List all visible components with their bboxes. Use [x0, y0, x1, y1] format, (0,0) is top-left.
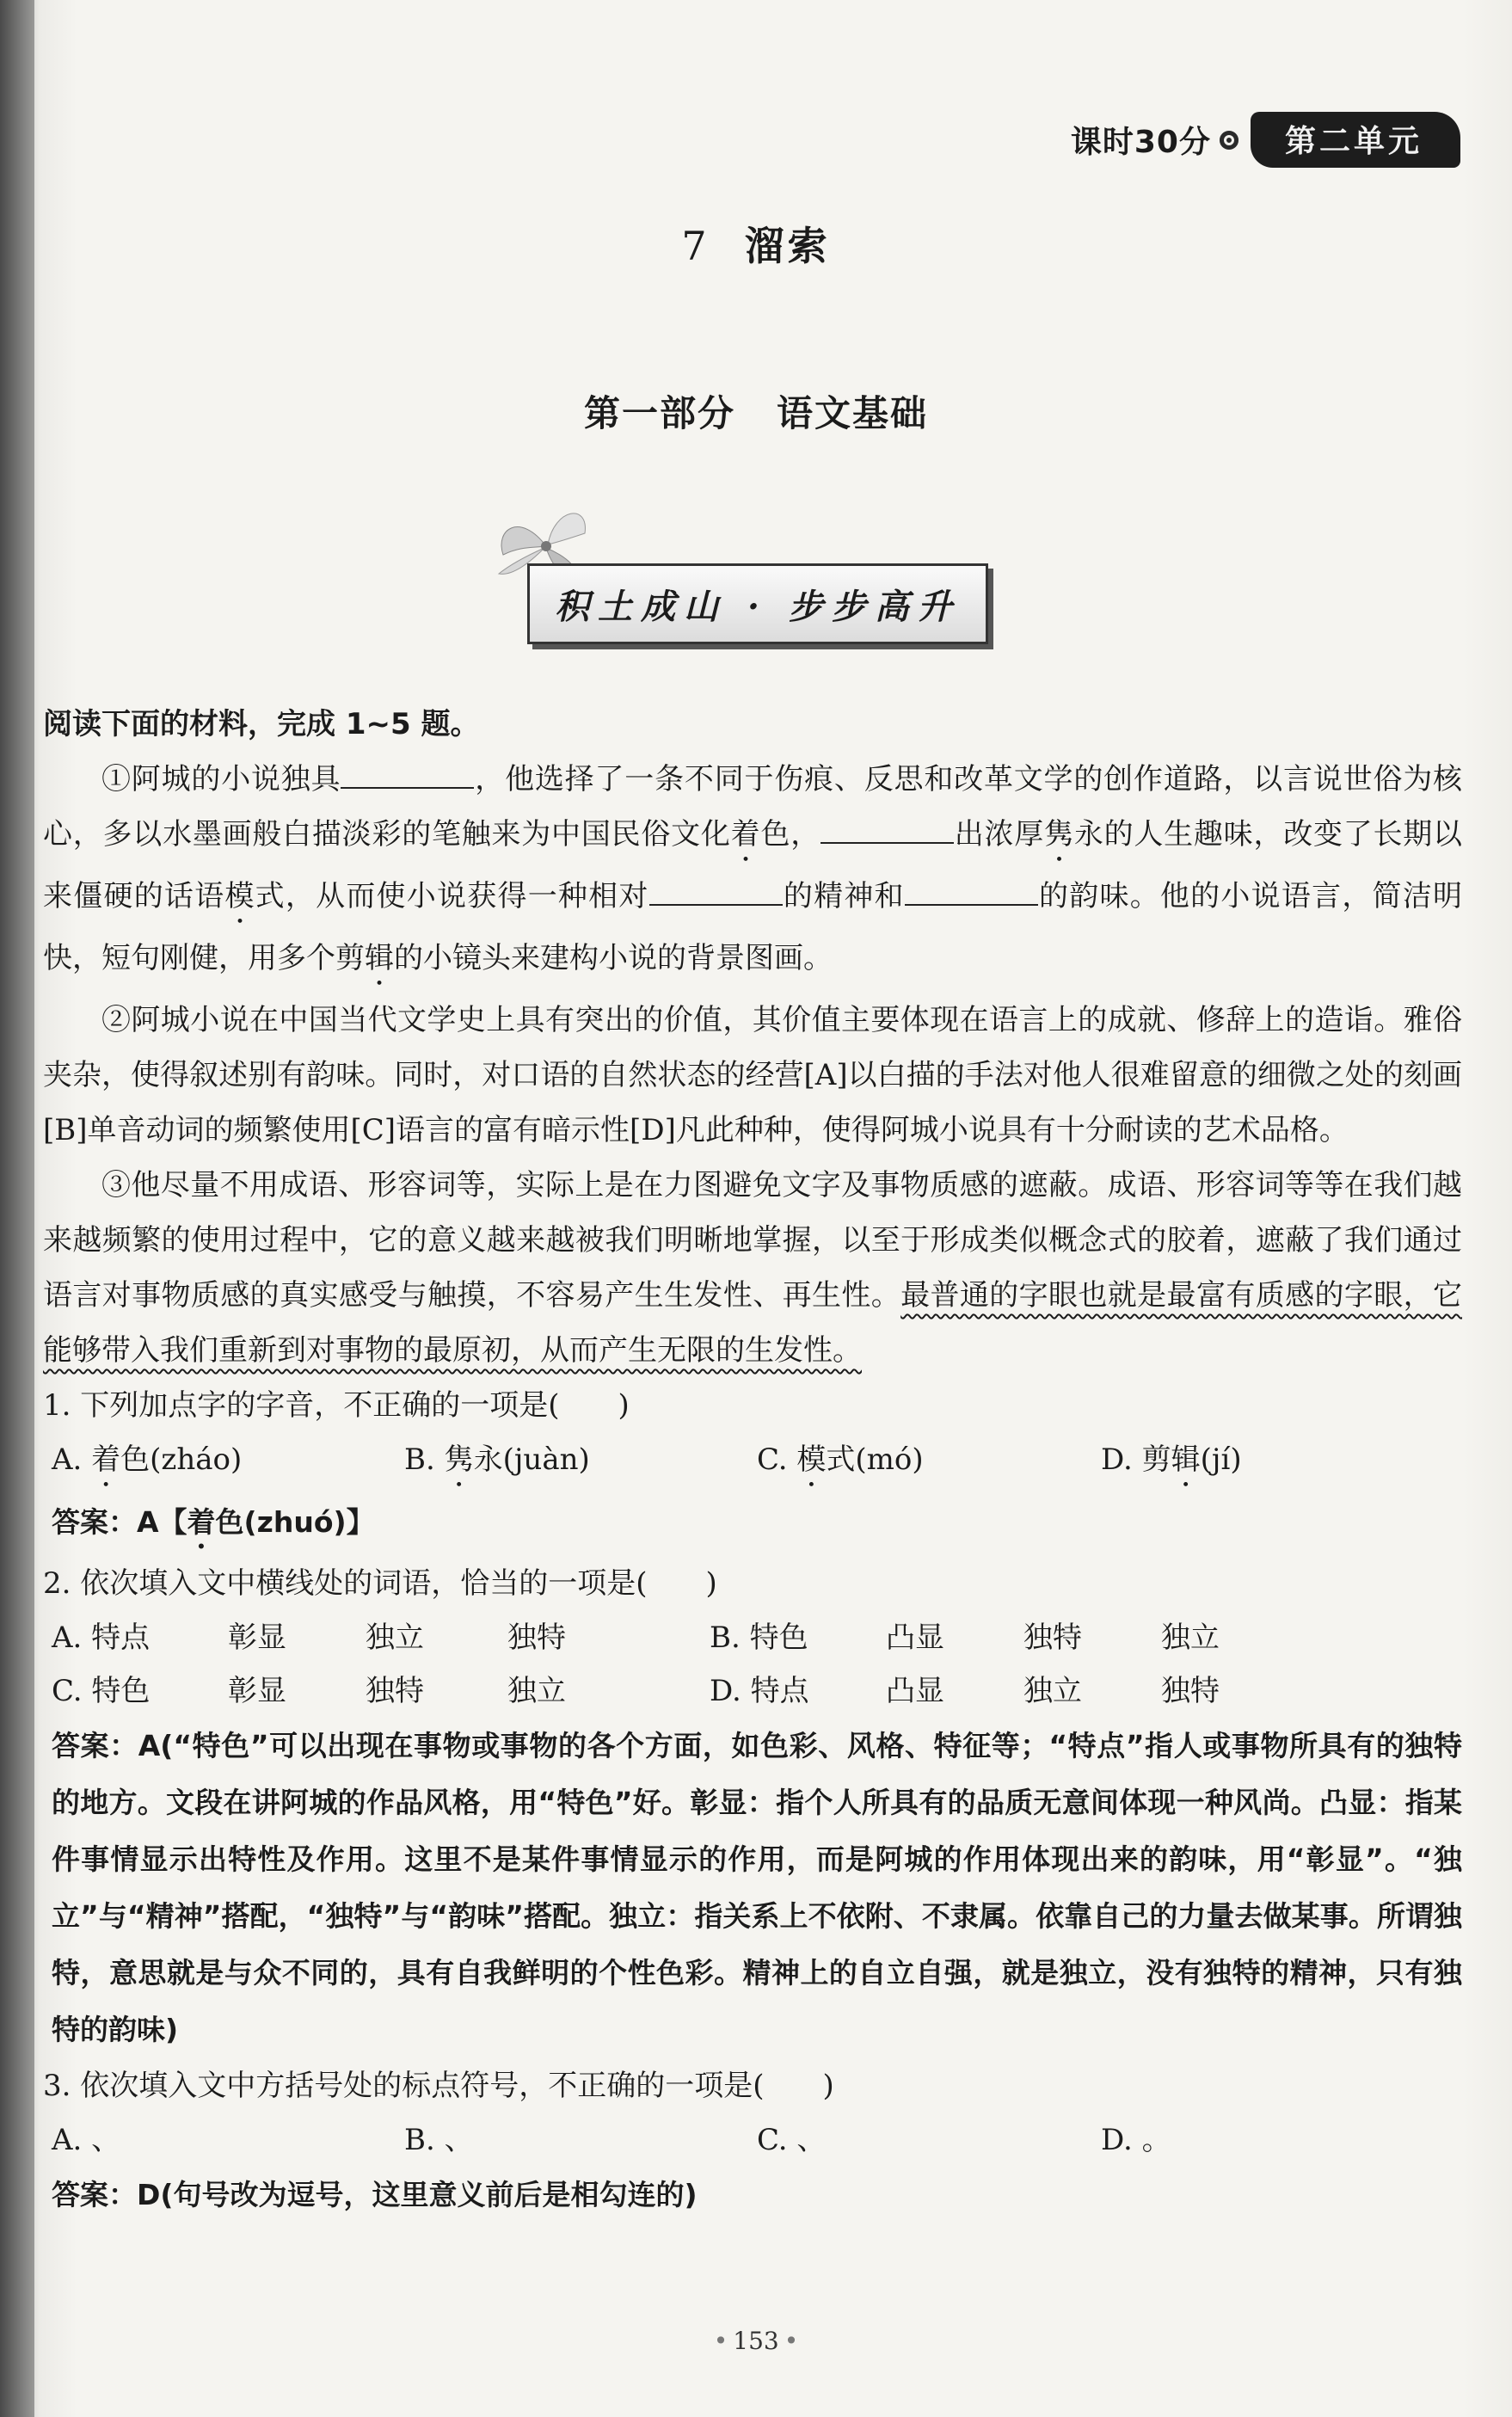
- option-b-word-2: 凸显: [886, 1621, 944, 1655]
- option-b: B. 隽永(juàn): [404, 1442, 590, 1477]
- banner-text: 积土成山 · 步步高升: [527, 563, 988, 644]
- option-c: C. 、: [757, 2123, 827, 2157]
- dot-icon: •: [784, 2327, 799, 2355]
- option-d-word-1: D. 特点: [710, 1674, 809, 1708]
- unit-tag: 第二单元: [1251, 112, 1460, 168]
- option-b: B. 、: [404, 2123, 474, 2157]
- part-label: 第一部分: [583, 392, 735, 434]
- passage-paragraph-2: ②阿城小说在中国当代文学史上具有突出的价值，其价值主要体现在语言上的成就、修辞上的造诣。雅俗夹杂，使得叙述别有韵味。同时，对口语的自然状态的经营[A]以白描的手法对他人很难留意的细微之处的刻画[B]单音动词的频繁使用[C]语言的富有暗示性[D]凡此种种，使得阿城小说具有十分耐读的艺术品格。: [43, 1003, 1462, 1147]
- wavy-underlined-sentence: 最普通的字眼也就是最富有质感的字眼，它能够带入我们重新到对事物的最原初，从而产生无限的生发性。: [43, 1278, 1463, 1368]
- question-1-options: [43, 1433, 1462, 1494]
- dotted-char: 着: [730, 817, 761, 852]
- option-c-word-2: 彰显: [228, 1674, 286, 1708]
- page-header: [1071, 112, 1460, 168]
- question-1-stem: 1. 下列加点字的字音，不正确的一项是( ): [43, 1388, 630, 1423]
- dotted-char: 模: [224, 879, 255, 913]
- option-a-word-1: A. 特点: [52, 1621, 151, 1655]
- lesson-number: 7: [681, 223, 710, 269]
- option-b-word-4: 独立: [1161, 1621, 1220, 1655]
- question-2-options: [43, 1611, 1462, 1718]
- fill-blank-1: [341, 761, 474, 789]
- circle-dot-icon: [1220, 131, 1238, 150]
- question-2-answer: 答案：A(“特色”可以出现在事物或事物的各个方面，如色彩、风格、特征等；“特点”指人或事物所具有的独特的地方。文段在讲阿城的作品风格，用“特色”好。彰显：指个人所具有的品质无意间体现一种风尚。凸显：指某件事情显示出特性及作用。这里不是某件事情显示的作用，而是阿城的作用体现出来的韵味，用“彰显”。“独立”与“精神”搭配，“独特”与“韵味”搭配。独立：指关系上不依附、不隶属。依靠自己的力量去做某事。所谓独特，意思就是与众不同的，具有自我鲜明的个性色彩。精神上的自立自强，就是独立，没有独特的精神，只有独特的韵味): [52, 1729, 1462, 2046]
- main-content: [43, 697, 1462, 2223]
- option-a: A. 、: [52, 2123, 121, 2157]
- option-a-word-3: 独立: [366, 1621, 424, 1655]
- option-b-word-3: 独特: [1023, 1621, 1082, 1655]
- option-c-word-4: 独立: [507, 1674, 566, 1708]
- option-c-word-1: C. 特色: [52, 1674, 151, 1708]
- fill-blank-4: [905, 878, 1038, 906]
- option-d-word-2: 凸显: [886, 1674, 944, 1708]
- page-footer: [0, 2327, 1512, 2355]
- fill-blank-3: [649, 878, 783, 906]
- option-a-word-4: 独特: [507, 1621, 566, 1655]
- question-3-stem: 3. 依次填入文中方括号处的标点符号，不正确的一项是( ): [43, 2069, 834, 2103]
- option-c: C. 模式(mó): [757, 1442, 924, 1477]
- section-banner: [486, 495, 1002, 649]
- page-number: 153: [733, 2327, 779, 2355]
- passage-paragraph-1: ①阿城的小说独具 ，他选择了一条不同于伤痕、反思和改革文学的创作道路，以言说世俗为核心，多以水墨画般白描淡彩的笔触来为中国民俗文化着色， 出浓厚隽永的人生趣味，改变了长期以来僵硬的话语模式，从而使小说获得一种相对 的精神和 的韵味。他的小说语言，简洁明快，短句刚健，用多个剪辑的小镜头来建构小说的背景图画。: [43, 762, 1463, 975]
- fill-blank-2: [821, 816, 954, 844]
- dotted-char: 辑: [365, 941, 394, 975]
- option-c-word-3: 独特: [366, 1674, 424, 1708]
- question-3-options: [43, 2113, 1462, 2167]
- lesson-time-label: 课时30分: [1070, 125, 1211, 160]
- dotted-char: 隽: [1044, 817, 1074, 852]
- reading-instruction: 阅读下面的材料，完成 1~5 题。: [43, 707, 480, 741]
- question-3-answer: 答案：D(句号改为逗号，这里意义前后是相勾连的): [52, 2178, 698, 2211]
- question-2-stem: 2. 依次填入文中横线处的词语，恰当的一项是( ): [43, 1566, 717, 1601]
- dot-icon: •: [713, 2327, 728, 2355]
- option-a: A. 着色(zháo): [52, 1442, 243, 1477]
- option-d-word-4: 独特: [1161, 1674, 1220, 1708]
- part-heading: [0, 385, 1512, 437]
- lesson-title: [0, 215, 1512, 272]
- option-a-word-2: 彰显: [228, 1621, 286, 1655]
- lesson-name: 溜索: [744, 223, 831, 269]
- option-d: D. 剪辑(jí): [1101, 1442, 1242, 1477]
- option-d-word-3: 独立: [1023, 1674, 1082, 1708]
- option-b-word-1: B. 特色: [710, 1621, 808, 1655]
- book-spine-shadow: [0, 0, 34, 2417]
- passage-paragraph-3: ③他尽量不用成语、形容词等，实际上是在力图避免文字及事物质感的遮蔽。成语、形容词等等在我们越来越频繁的使用过程中，它的意义越来越被我们明晰地掌握，以至于形成类似概念式的胶着，遮蔽了我们通过语言对事物质感的真实感受与触摸，不容易产生生发性、再生性。最普通的字眼也就是最富有质感的字眼，它能够带入我们重新到对事物的最原初，从而产生无限的生发性。: [43, 1168, 1463, 1368]
- part-name: 语文基础: [777, 392, 929, 434]
- question-1-answer: 答案：A【着色(zhuó)】: [52, 1505, 375, 1539]
- option-d: D. 。: [1101, 2123, 1171, 2157]
